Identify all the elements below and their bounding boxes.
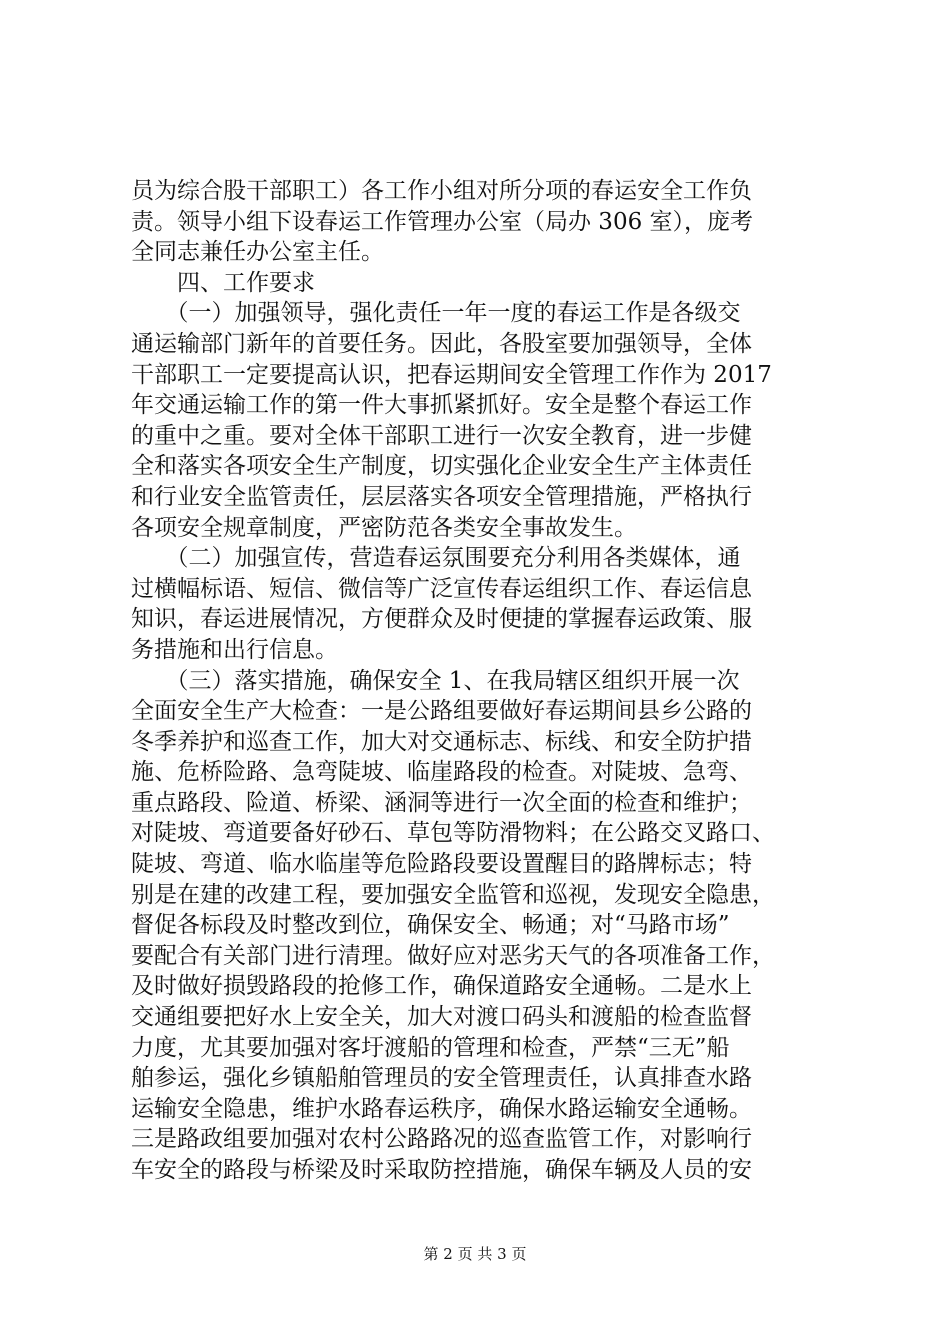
page-footer: 第 2 页 共 3 页 bbox=[423, 1245, 527, 1263]
text-line: 三是路政组要加强对农村公路路况的巡查监管工作，对影响行 bbox=[131, 1126, 752, 1153]
text-line: 重点路段、险道、桥梁、涵洞等进行一次全面的检查和维护； bbox=[131, 789, 752, 816]
text-line: 员为综合股干部职工）各工作小组对所分项的春运安全工作负 bbox=[131, 178, 752, 204]
text-line: 施、危桥险路、急弯陡坡、临崖路段的检查。对陡坡、急弯、 bbox=[131, 759, 752, 786]
text-line: 通运输部门新年的首要任务。因此，各股室要加强领导，全体 bbox=[131, 330, 752, 357]
text-line: 交通组要把好水上安全关，加大对渡口码头和渡船的检查监督 bbox=[131, 1004, 752, 1031]
text-line: 年交通运输工作的第一件大事抓紧抓好。安全是整个春运工作 bbox=[131, 392, 752, 419]
text-line: 督促各标段及时整改到位，确保安全、畅通；对“马路市场” bbox=[131, 912, 730, 939]
text-line: 务措施和出行信息。 bbox=[131, 636, 338, 663]
text-line: 全和落实各项安全生产制度，切实强化企业安全生产主体责任 bbox=[131, 453, 752, 480]
text-line: 车安全的路段与桥梁及时采取防控措施，确保车辆及人员的安 bbox=[131, 1157, 752, 1183]
text-line: 和行业安全监管责任，层层落实各项安全管理措施，严格执行 bbox=[131, 483, 752, 510]
text-line: 运输安全隐患，维护水路春运秩序，确保水路运输安全通畅。 bbox=[131, 1095, 752, 1122]
text-line: 四、工作要求 bbox=[131, 269, 315, 296]
text-line: 要配合有关部门进行清理。做好应对恶劣天气的各项准备工作， bbox=[131, 942, 775, 969]
text-line: 力度，尤其要加强对客圩渡船的管理和检查，严禁“三无”船 bbox=[131, 1034, 730, 1061]
text-line: 陡坡、弯道、临水临崖等危险路段要设置醒目的路牌标志；特 bbox=[131, 851, 752, 878]
text-line: 及时做好损毁路段的抢修工作，确保道路安全通畅。二是水上 bbox=[131, 973, 752, 1000]
text-line: 过横幅标语、短信、微信等广泛宣传春运组织工作、春运信息 bbox=[131, 575, 752, 602]
document-body bbox=[131, 176, 831, 1186]
text-line: 对陡坡、弯道要备好砂石、草包等防滑物料；在公路交叉路口、 bbox=[131, 820, 775, 847]
text-line: 冬季养护和巡查工作，加大对交通标志、标线、和安全防护措 bbox=[131, 728, 752, 755]
text-line: （二）加强宣传，营造春运氛围要充分利用各类媒体，通 bbox=[131, 545, 741, 572]
text-line: 别是在建的改建工程，要加强安全监管和巡视，发现安全隐患， bbox=[131, 881, 775, 908]
text-line: 各项安全规章制度，严密防范各类安全事故发生。 bbox=[131, 514, 637, 541]
text-line: 干部职工一定要提高认识，把春运期间安全管理工作作为 2017 bbox=[131, 361, 772, 388]
text-line: （三）落实措施，确保安全 1、在我局辖区组织开展一次 bbox=[131, 667, 740, 694]
text-line: 舶参运，强化乡镇船舶管理员的安全管理责任，认真排查水路 bbox=[131, 1065, 752, 1092]
text-line: （一）加强领导，强化责任一年一度的春运工作是各级交 bbox=[131, 300, 741, 327]
text-line: 全面安全生产大检查：一是公路组要做好春运期间县乡公路的 bbox=[131, 698, 752, 725]
text-line: 责。领导小组下设春运工作管理办公室（局办 306 室），庞考 bbox=[131, 208, 754, 235]
text-line: 的重中之重。要对全体干部职工进行一次安全教育，进一步健 bbox=[131, 422, 752, 449]
text-line: 全同志兼任办公室主任。 bbox=[131, 239, 384, 266]
text-line: 知识，春运进展情况，方便群众及时便捷的掌握春运政策、服 bbox=[131, 606, 752, 633]
